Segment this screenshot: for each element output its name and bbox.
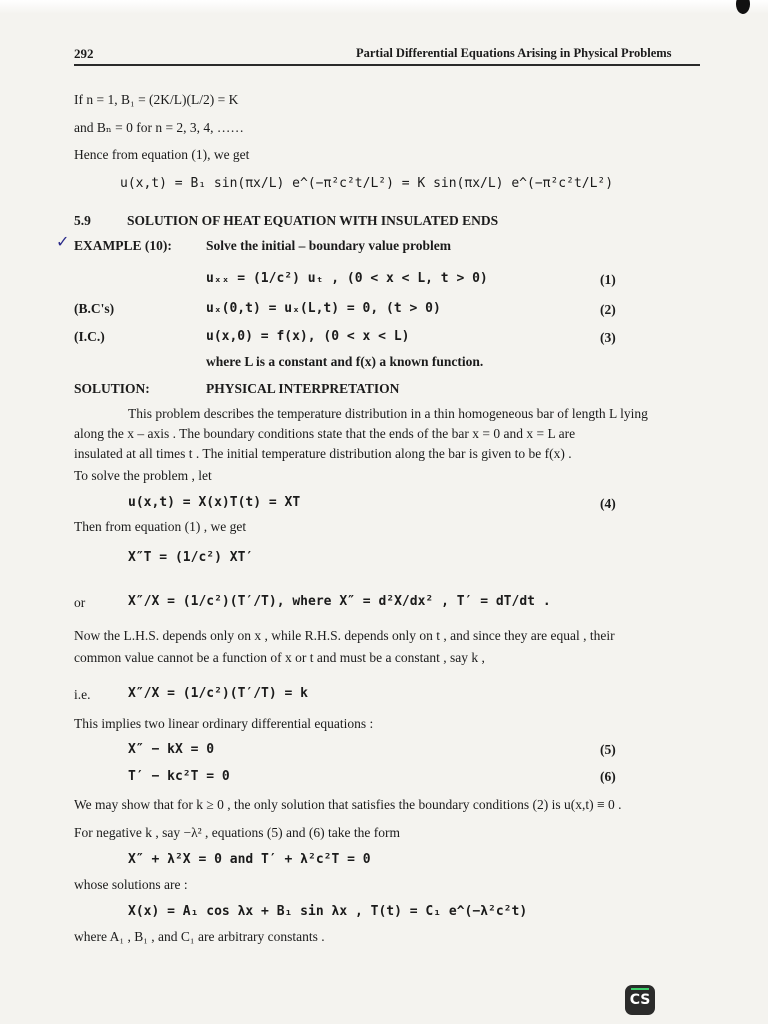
equation-2: uₓ(0,t) = uₓ(L,t) = 0, (t > 0) — [206, 301, 441, 316]
checkmark-icon: ✓ — [56, 232, 70, 251]
page-number: 292 — [74, 46, 94, 61]
equation-constant: X″/X = (1/c²)(T′/T) = k — [128, 686, 309, 701]
intro-equation: u(x,t) = B₁ sin(πx/L) e^(−π²c²t/L²) = K sin(πx/L) e^(−π²c²t/L²) — [120, 176, 614, 191]
intro-line-2: and Bₙ = 0 for n = 2, 3, 4, …… — [74, 120, 244, 135]
equation-2-number: (2) — [600, 302, 616, 317]
section-number: 5.9 — [74, 213, 91, 228]
intro-line-1: If n = 1, B₁ = (2K/L)(L/2) = K — [74, 92, 239, 107]
equation-6-number: (6) — [600, 769, 616, 784]
equation-4-number: (4) — [600, 496, 616, 511]
para-3: Then from equation (1) , we get — [74, 519, 247, 534]
example-statement: Solve the initial – boundary value problem — [206, 238, 452, 253]
solution-label: SOLUTION: — [74, 381, 150, 396]
para-1-line-1: This problem describes the temperature distribution in a thin homogeneous bar of length L lying — [128, 406, 648, 421]
watermark-text: CS — [629, 992, 651, 1008]
equation-separation: X″T = (1/c²) XT′ — [128, 550, 254, 565]
equation-4: u(x,t) = X(x)T(t) = XT — [128, 495, 301, 510]
ie-label: i.e. — [74, 687, 91, 702]
para-5: This implies two linear ordinary differential equations : — [74, 716, 374, 731]
running-title: Partial Differential Equations Arising in Physical Problems — [356, 46, 672, 60]
bc-label: (B.C's) — [74, 301, 115, 316]
header-rule — [74, 64, 700, 66]
page-top-edge — [0, 0, 768, 14]
para-1-line-2: along the x – axis . The boundary conditions state that the ends of the bar x = 0 and x = L are — [74, 426, 576, 441]
ic-label: (I.C.) — [74, 329, 105, 344]
solution-heading: PHYSICAL INTERPRETATION — [206, 381, 400, 396]
para-6: We may show that for k ≥ 0 , the only solution that satisfies the boundary conditions (2) is u(x,t) ≡ 0 . — [74, 797, 622, 812]
para-1-line-3: insulated at all times t . The initial temperature distribution along the bar is given to be f(x) . — [74, 446, 572, 461]
para-8: whose solutions are : — [74, 877, 188, 892]
equation-lambda: X″ + λ²X = 0 and T′ + λ²c²T = 0 — [128, 852, 371, 867]
para-7: For negative k , say −λ² , equations (5) and (6) take the form — [74, 825, 400, 840]
example-label: EXAMPLE (10): — [74, 238, 172, 253]
equation-solutions: X(x) = A₁ cos λx + B₁ sin λx , T(t) = C₁ e^(−λ²c²t) — [128, 904, 528, 919]
para-4-line-2: common value cannot be a function of x or t and must be a constant , say k , — [74, 650, 485, 665]
equation-1-number: (1) — [600, 272, 616, 287]
example-where: where L is a constant and f(x) a known function. — [206, 354, 484, 369]
equation-1: uₓₓ = (1/c²) uₜ , (0 < x < L, t > 0) — [206, 271, 488, 286]
equation-5: X″ − kX = 0 — [128, 742, 215, 757]
or-label: or — [74, 595, 86, 610]
equation-ratio: X″/X = (1/c²)(T′/T), where X″ = d²X/dx² , T′ = dT/dt . — [128, 594, 551, 609]
para-9: where A₁ , B₁ , and C₁ are arbitrary constants . — [74, 929, 325, 944]
equation-5-number: (5) — [600, 742, 616, 757]
para-2: To solve the problem , let — [74, 468, 212, 483]
para-4-line-1: Now the L.H.S. depends only on x , while R.H.S. depends only on t , and since they are equal , their — [74, 628, 615, 643]
equation-3: u(x,0) = f(x), (0 < x < L) — [206, 329, 410, 344]
intro-line-3: Hence from equation (1), we get — [74, 147, 250, 162]
equation-6: T′ − kc²T = 0 — [128, 769, 230, 784]
camscanner-logo-icon — [625, 985, 655, 1015]
section-title: SOLUTION OF HEAT EQUATION WITH INSULATED ENDS — [127, 213, 499, 228]
equation-3-number: (3) — [600, 330, 616, 345]
